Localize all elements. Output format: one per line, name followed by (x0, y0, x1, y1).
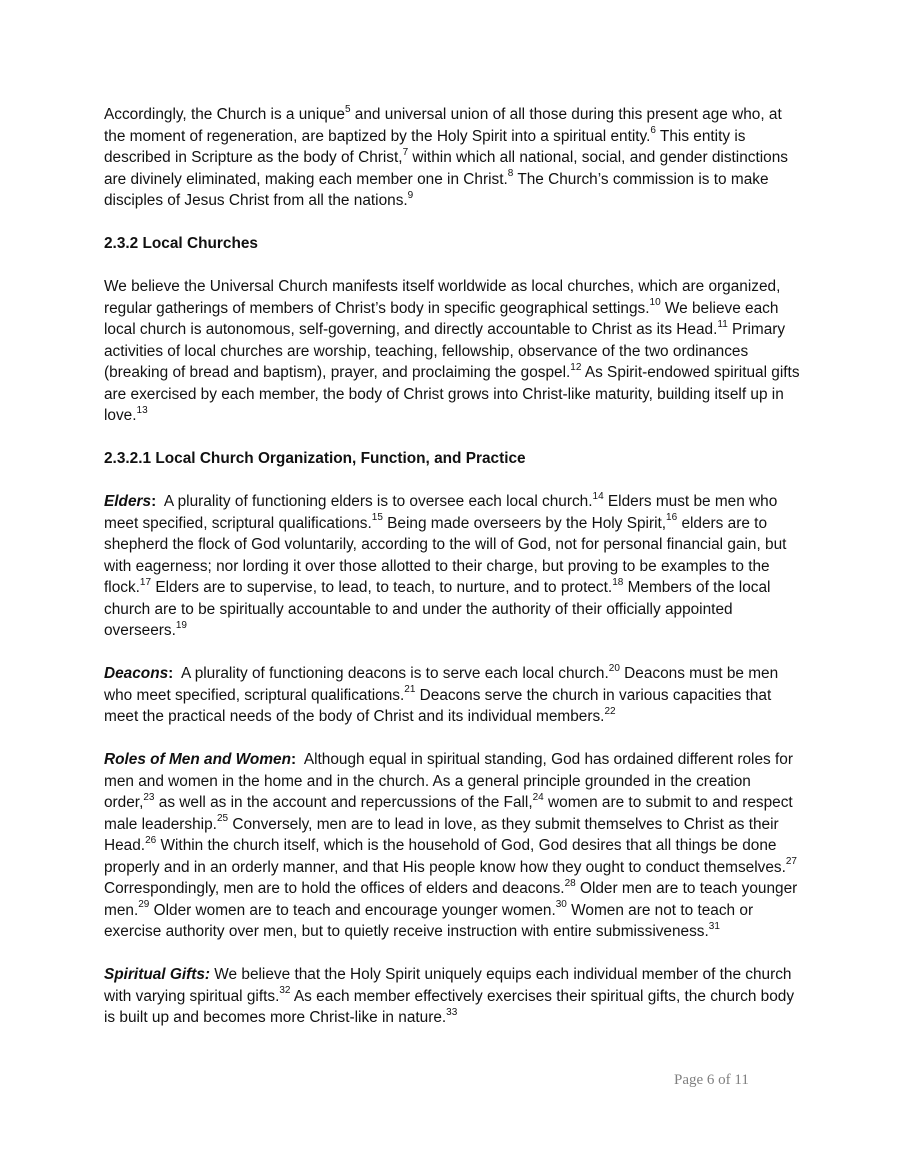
term-spiritual-gifts: Spiritual Gifts: (104, 966, 211, 983)
text: within which all national, social, and gender distinctions are divinely eliminated, making each member one in Christ. (104, 149, 788, 188)
footnote-ref[interactable]: 31 (708, 920, 720, 932)
footnote-ref[interactable]: 13 (136, 404, 148, 416)
footnote-ref[interactable]: 6 (650, 125, 656, 137)
footnote-ref[interactable]: 32 (279, 985, 291, 997)
text: Accordingly, the Church is a unique (104, 106, 345, 123)
footnote-ref[interactable]: 11 (717, 318, 728, 330)
text: as well as in the account and repercussions of the Fall, (154, 794, 533, 811)
text: The Church’s commission is to make disciples of Jesus Christ from all the nations. (104, 170, 769, 209)
text: Correspondingly, men are to hold the offices of elders and deacons. (104, 880, 565, 897)
document-page (104, 104, 804, 1050)
text: As each member effectively exercises their spiritual gifts, the church body is built up and becomes more Christ-like in nature. (104, 987, 795, 1026)
page-number: Page 6 of 11 (674, 1072, 749, 1088)
paragraph-deacons (104, 663, 804, 728)
text: women are to submit to and respect male leadership. (104, 794, 793, 833)
footnote-ref[interactable]: 26 (145, 834, 157, 846)
footnote-ref[interactable]: 19 (175, 619, 187, 631)
text: Deacons serve the church in various capacities that meet the practical needs of the body of Christ and its individual members. (104, 686, 772, 725)
heading-local-churches: 2.3.2 Local Churches (104, 235, 258, 252)
footnote-ref[interactable]: 10 (649, 297, 661, 309)
footnote-ref[interactable]: 24 (532, 791, 544, 803)
footnote-ref[interactable]: 22 (604, 705, 616, 717)
text: Being made overseers by the Holy Spirit, (382, 514, 667, 532)
text: Elders must be men who meet specified, scriptural qualifications. (104, 493, 778, 532)
text: We believe that the Holy Spirit uniquely equips each individual member of the church with varying spiritual gifts. (104, 966, 792, 1005)
footnote-ref[interactable]: 33 (446, 1006, 458, 1018)
colon: : (151, 493, 157, 510)
term-elders: Elders (104, 493, 152, 510)
footnote-ref[interactable]: 20 (608, 662, 620, 674)
term-deacons: Deacons (104, 665, 169, 682)
text: Primary activities of local churches are worship, teaching, fellowship, observance of the two ordinances (breaking of bread and baptism), prayer, and proclaiming the gospel. (104, 321, 786, 381)
paragraph-spiritual-gifts (104, 964, 804, 1029)
footnote-ref[interactable]: 23 (143, 791, 155, 803)
paragraph-roles (104, 749, 804, 943)
footnote-ref[interactable]: 15 (371, 512, 383, 524)
footnote-ref[interactable]: 17 (139, 576, 152, 588)
footnote-ref[interactable]: 9 (407, 189, 414, 201)
text: As Spirit-endowed spiritual gifts are exercised by each member, the body of Christ grows into Christ-like maturity, building itself up in love. (104, 364, 800, 424)
heading-organization: 2.3.2.1 Local Church Organization, Function, and Practice (104, 450, 526, 467)
text: We believe each local church is autonomous, self-governing, and directly accountable to Christ as its Head. (104, 299, 779, 338)
paragraph-elders (104, 491, 804, 642)
footnote-ref[interactable]: 28 (564, 877, 576, 889)
footnote-ref[interactable]: 14 (592, 490, 604, 502)
text: Women are not to teach or exercise authority over men, but to quietly receive instruction with entire submissiveness. (104, 901, 754, 940)
footnote-ref[interactable]: 5 (344, 103, 351, 115)
footnote-ref[interactable]: 25 (216, 813, 229, 825)
footnote-ref[interactable]: 7 (402, 146, 409, 158)
footnote-ref[interactable]: 16 (666, 512, 678, 524)
footnote-ref[interactable]: 27 (785, 856, 797, 868)
text: Elders are to supervise, to lead, to teach, to nurture, and to protect. (151, 579, 613, 596)
footnote-ref[interactable]: 12 (570, 361, 582, 373)
text: Within the church itself, which is the household of God, God desires that all things be done properly and in an orderly manner, and that His people know how they ought to conduct themselves. (104, 837, 786, 876)
text: A plurality of functioning deacons is to serve each local church. (173, 665, 609, 682)
term-roles: Roles of Men and Women (104, 751, 291, 768)
footnote-ref[interactable]: 18 (612, 576, 624, 588)
text: This entity is described in Scripture as the body of Christ, (104, 127, 746, 166)
footnote-ref[interactable]: 30 (555, 899, 567, 911)
text: elders are to shepherd the flock of God voluntarily, according to the will of God, not for personal financial gain, but with eagerness; nor lording it over those allotted to their charge, but proving to be examples to the flock. (104, 514, 787, 596)
paragraph-universal-church (104, 104, 804, 212)
text: Members of the local church are to be spiritually accountable to and under the authority of their officially appointed overseers. (104, 579, 771, 639)
paragraph-local-churches (104, 276, 804, 427)
text: We believe the Universal Church manifests itself worldwide as local churches, which are organized, regular gatherings of members of Christ’s body in specific geographical settings. (104, 278, 781, 317)
text: A plurality of functioning elders is to oversee each local church. (156, 493, 593, 510)
footnote-ref[interactable]: 8 (507, 168, 514, 180)
text: and universal union of all those during this present age who, at the moment of regeneration, are baptized by the Holy Spirit into a spiritual entity. (104, 106, 782, 145)
footnote-ref[interactable]: 21 (404, 684, 416, 696)
text: Older men are to teach younger men. (104, 880, 798, 919)
text: Deacons must be men who meet specified, scriptural qualifications. (104, 665, 779, 704)
colon: : (290, 751, 297, 768)
footnote-ref[interactable]: 29 (138, 899, 150, 911)
text: Although equal in spiritual standing, God has ordained different roles for men and women in the home and in the church. As a general principle grounded in the creation order, (104, 751, 798, 811)
text: Older women are to teach and encourage younger women. (149, 901, 556, 919)
colon: : (168, 665, 174, 682)
text: Conversely, men are to lead in love, as they submit themselves to Christ as their Head. (104, 815, 779, 854)
